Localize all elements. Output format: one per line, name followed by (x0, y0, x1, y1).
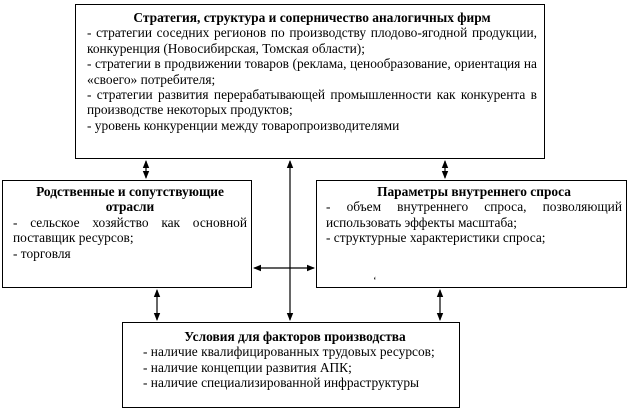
stray-mark: ‘ (373, 275, 377, 287)
left-box-item: - сельское хозяйство как основной поставщик ресурсов; (13, 214, 247, 246)
right-box-item: - структурные характеристики спроса; (326, 230, 546, 246)
bottom-box-item: - наличие специализированной инфраструктуры (143, 375, 420, 391)
top-box-item: - стратегии соседних регионов по производству плодово-ягодной продукции, конкуренция (Новосибирская, Томская области); (87, 25, 537, 56)
top-box-item: - стратегии развития перерабатывающей промышленности как конкурента в производстве некоторых продуктов; (87, 87, 537, 118)
bottom-box-title: Условия для факторов производства (184, 329, 406, 344)
right-box-title: Параметры внутреннего спроса (377, 184, 571, 199)
left-box-item: - торговля (13, 245, 71, 261)
top-box-title: Стратегия, структура и соперничество аналогичных фирм (133, 10, 491, 25)
left-box-title: Родственные и сопутствующие отрасли (36, 184, 224, 215)
right-box-item: - объем внутреннего спроса, позволяющий использовать эффекты масштаба; (326, 199, 622, 230)
top-box-item: - стратегии в продвижении товаров (реклама, ценообразование, ориентация на «своего» потребителя; (87, 56, 537, 87)
bottom-box-item: - наличие концепции развития АПК; (143, 359, 352, 375)
bottom-box-item: - наличие квалифицированных трудовых ресурсов; (143, 344, 435, 360)
top-box-item: - уровень конкуренции между товаропроизводителями (87, 117, 400, 133)
